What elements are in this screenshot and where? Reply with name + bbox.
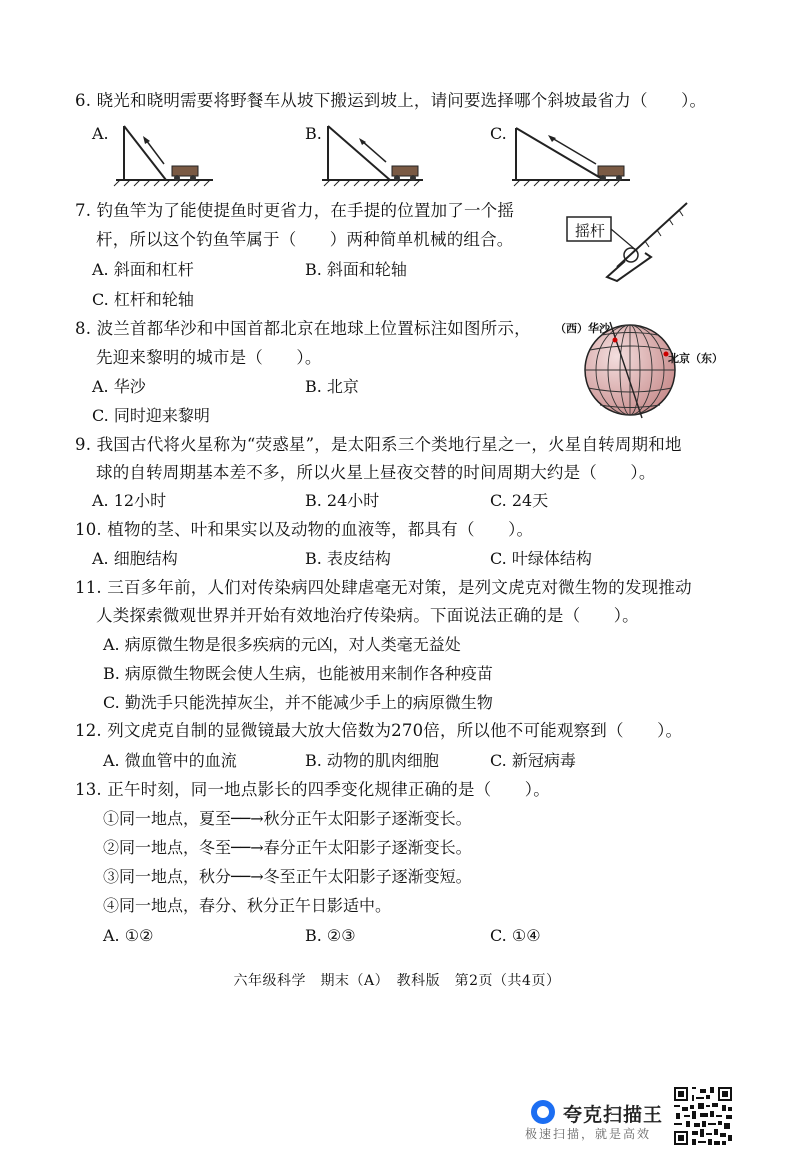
scanner-brand-name: 夸克扫描王 <box>563 1104 664 1126</box>
slope-figure-a <box>108 120 218 190</box>
q13-option-b: B. ②③ <box>305 926 356 945</box>
scanner-slogan: 极速扫描，就是高效 <box>525 1127 652 1141</box>
slope-figure-c <box>508 120 633 190</box>
question-8-line-2: 先迎来黎明的城市是（ ）。 <box>96 348 322 367</box>
question-12: 12. 列文虎克自制的显微镜最大放大倍数为270倍，所以他不可能观察到（ ）。 <box>75 721 683 740</box>
q13-option-c: C. ①④ <box>490 926 541 945</box>
slope-figure-b <box>318 120 428 190</box>
q12-option-c: C. 新冠病毒 <box>490 751 576 770</box>
q7-option-a: A. 斜面和杠杆 <box>92 260 194 279</box>
question-10: 10. 植物的茎、叶和果实以及动物的血液等，都具有（ ）。 <box>75 520 534 539</box>
q12-option-a: A. 微血管中的血流 <box>103 751 237 770</box>
page-footer: 六年级科学 期末（A） 教科版 第2页（共4页） <box>233 973 561 989</box>
question-11-line-2: 人类探索微观世界并开始有效地治疗传染病。下面说法正确的是（ ）。 <box>96 606 639 625</box>
question-7-line-1: 7. 钓鱼竿为了能使提鱼时更省力，在手提的位置加了一个摇 <box>75 201 515 220</box>
q6-option-b: B. <box>305 124 322 143</box>
q9-option-b: B. 24小时 <box>305 491 380 510</box>
scanner-logo-icon <box>531 1100 555 1124</box>
question-8-line-1: 8. 波兰首都华沙和中国首都北京在地球上位置标注如图所示， <box>75 319 531 338</box>
q13-statement-3: ③同一地点，秋分──→冬至正午太阳影子逐渐变短。 <box>103 867 472 886</box>
q13-option-a: A. ①② <box>103 926 154 945</box>
beijing-label: 北京（东） <box>668 352 723 365</box>
q9-option-a: A. 12小时 <box>92 491 167 510</box>
q8-option-c: C. 同时迎来黎明 <box>92 406 210 425</box>
q6-option-c: C. <box>490 124 507 143</box>
q13-statement-4: ④同一地点，春分、秋分正午日影适中。 <box>103 896 392 915</box>
q11-option-b: B. 病原微生物既会使人生病，也能被用来制作各种疫苗 <box>103 664 493 683</box>
question-9-line-2: 球的自转周期基本差不多，所以火星上昼夜交替的时间周期大约是（ ）。 <box>96 463 656 482</box>
warsaw-label: （西）华沙 <box>555 322 610 335</box>
question-6: 6. 晓光和晓明需要将野餐车从坡下搬运到坡上，请问要选择哪个斜坡最省力（ ）。 <box>75 91 707 110</box>
q8-option-b: B. 北京 <box>305 377 359 396</box>
question-13: 13. 正午时刻，同一地点影长的四季变化规律正确的是（ ）。 <box>75 780 550 799</box>
q10-option-a: A. 细胞结构 <box>92 549 178 568</box>
q13-statement-1: ①同一地点，夏至──→秋分正午太阳影子逐渐变长。 <box>103 809 472 828</box>
rocker-label: 摇杆 <box>574 222 605 240</box>
q10-option-c: C. 叶绿体结构 <box>490 549 592 568</box>
q8-option-a: A. 华沙 <box>92 377 146 396</box>
q11-option-c: C. 勤洗手只能洗掉灰尘，并不能减少手上的病原微生物 <box>103 693 493 712</box>
q12-option-b: B. 动物的肌肉细胞 <box>305 751 439 770</box>
q7-option-b: B. 斜面和轮轴 <box>305 260 407 279</box>
q10-option-b: B. 表皮结构 <box>305 549 391 568</box>
q6-option-a: A. <box>92 124 109 143</box>
question-7-line-2: 杆，所以这个钓鱼竿属于（ ）两种简单机械的组合。 <box>96 230 514 249</box>
q7-option-c: C. 杠杆和轮轴 <box>92 290 194 309</box>
q13-statement-2: ②同一地点，冬至──→春分正午太阳影子逐渐变长。 <box>103 838 472 857</box>
question-11-line-1: 11. 三百多年前，人们对传染病四处肆虐毫无对策，是列文虎克对微生物的发现推动 <box>75 578 692 597</box>
q9-option-c: C. 24天 <box>490 491 549 510</box>
qr-code-icon <box>672 1085 734 1147</box>
q11-option-a: A. 病原微生物是很多疾病的元凶，对人类毫无益处 <box>103 635 461 654</box>
scanner-watermark <box>523 1092 673 1142</box>
question-9-line-1: 9. 我国古代将火星称为“荧惑星”，是太阳系三个类地行星之一，火星自转周期和地 <box>75 435 682 454</box>
